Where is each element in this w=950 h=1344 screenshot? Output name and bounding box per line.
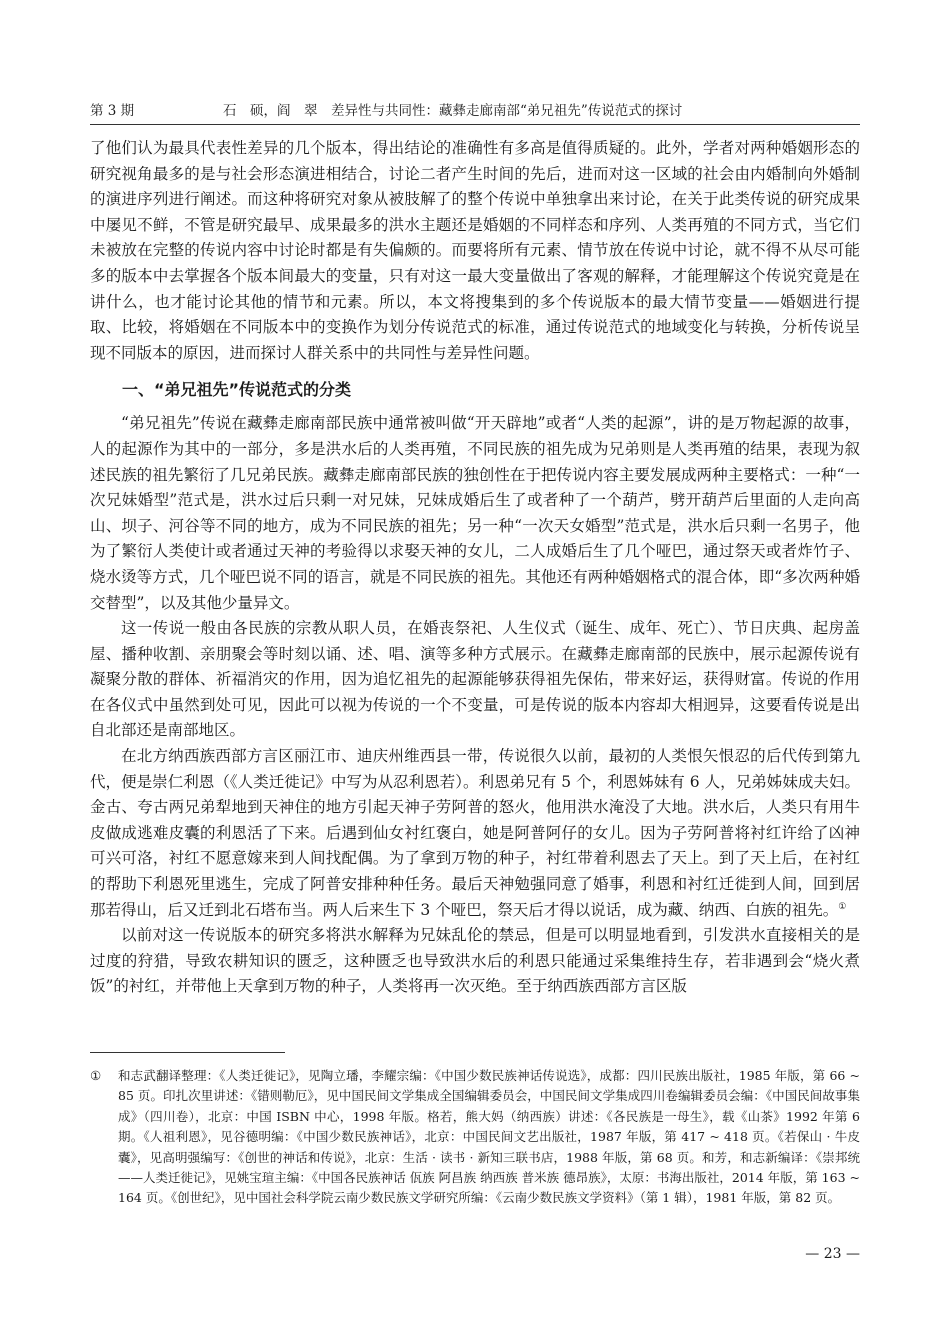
running-header — [90, 100, 860, 122]
section-heading: 一、“弟兄祖先”传说范式的分类 — [122, 380, 352, 400]
paragraph-analysis: 以前对这一传说版本的研究多将洪水解释为兄妹乱伦的禁忌，但是可以明显地看到，引发洪水直接相关的是过度的狩猎，导致农耕知识的匮乏，这种匮乏也导致洪水后的利恩只能通过采集维持生存，若非遇到会“烧火煮饭”的衬红，并带他上天拿到万物的种子，人类将再一次灭绝。至于纳西族西部方言区版 — [90, 926, 860, 996]
page-number: — 23 — — [805, 1246, 860, 1262]
paragraph-legend-overview: “弟兄祖先”传说在藏彝走廊南部民族中通常被叫做“开天辟地”或者“人类的起源”，讲的是万物起源的故事，人的起源作为其中的一部分，多是洪水后的人类再殖，不同民族的祖先成为兄弟则是人类再殖的结果，表现为叙述民族的祖先繁衍了几兄弟民族。藏彝走廊南部民族的独创性在于把传说内容主要发展成两种主要格式：一种“一次兄妹婚型”范式是，洪水过后只剩一对兄妹，兄妹成婚后生了或者种了一个葫芦，劈开葫芦后里面的人走向高山、坝子、河谷等不同的地方，成为不同民族的祖先；另一种“一次天女婚型”范式是，洪水后只剩一名男子，他为了繁衍人类使计或者通过天神的考验得以求娶天神的女儿，二人成婚后生了几个哑巴，通过祭天或者炸竹子、烧水烫等方式，几个哑巴说不同的语言，就是不同民族的祖先。其他还有两种婚姻格式的混合体，即“多次两种婚交替型”，以及其他少量异文。 — [90, 414, 860, 612]
header-rule — [90, 124, 860, 125]
issue-number: 第 3 期 — [90, 103, 135, 119]
footnote-mark: ① — [90, 1068, 102, 1083]
running-title: 石 硕，阎 翠 差异性与共同性：藏彝走廊南部“弟兄祖先”传说范式的探讨 — [223, 103, 683, 119]
paragraph-continued: 了他们认为最具代表性差异的几个版本，得出结论的准确性有多高是值得质疑的。此外，学者对两种婚姻形态的研究视角最多的是与社会形态演进相结合，讨论二者产生时间的先后，进而对这一区域的社会由内婚制向外婚制的演进序列进行阐述。而这种将研究对象从被肢解了的整个传说中单独拿出来讨论，在关于此类传说的研究成果中屡见不鲜，不管是研究最早、成果最多的洪水主题还是婚姻的不同样态和序列、人类再殖的不同方式，当它们未被放在完整的传说内容中讨论时都是有失偏颇的。而要将所有元素、情节放在传说中讨论，就不得不从尽可能多的版本中去掌握各个版本间最大的变量，只有对这一最大变量做出了客观的解释，才能理解这个传说究竟是在讲什么，也才能讨论其他的情节和元素。所以，本文将搜集到的多个传说版本的最大情节变量——婚姻进行提取、比较，将婚姻在不同版本中的变换作为划分传说范式的标准，通过传说范式的地域变化与转换，分析传说呈现不同版本的原因，进而探讨人群关系中的共同性与差异性问题。 — [90, 139, 860, 362]
footnote — [90, 1066, 860, 1209]
paragraph-naxi-version — [90, 744, 860, 923]
paragraph-legend-function: 这一传说一般由各民族的宗教从职人员，在婚丧祭祀、人生仪式（诞生、成年、死亡）、节日庆典、起房盖屋、播种收割、亲朋聚会等时刻以诵、述、唱、演等多种方式展示。在藏彝走廊南部的民族中，展示起源传说有凝聚分散的群体、祈福消灾的作用，因为追忆祖先的起源能够获得祖先保佑，带来好运，获得财富。传说的作用在各仪式中虽然到处可见，因此可以视为传说的一个不变量，可是传说的版本内容却大相迥异，这要看传说是出自北部还是南部地区。 — [90, 619, 860, 740]
paragraph-naxi-text: 在北方纳西族西部方言区丽江市、迪庆州维西县一带，传说很久以前，最初的人类恨矢恨忍的后代传到第九代，便是崇仁利恩（《人类迁徙记》中写为从忍利恩若）。利恩弟兄有 5 个，利恩姊妹有 6 人，兄弟姊妹成夫妇。金古、夸古两兄弟犁地到天神住的地方引起天神子劳阿普的怒火，他用洪水淹没了大地。洪水后，人类只有用牛皮做成逃难皮囊的利恩活了下来。后遇到仙女衬红褒白，她是阿普阿仔的女儿。因为子劳阿普将衬红许给了凶神可兴可洛，衬红不愿意嫁来到人间找配偶。为了拿到万物的种子，衬红带着利恩去了天上。到了天上后，在衬红的帮助下利恩死里逃生，完成了阿普安排种种任务。最后天神勉强同意了婚事，利恩和衬红迁徙到人间，回到居那若得山，后又迁到北石塔布当。两人后来生下 3 个哑巴，祭天后才得以说话，成为藏、纳西、白族的祖先。 — [90, 747, 860, 919]
footnote-text: 和志武翻译整理：《人类迁徙记》，见陶立璠，李耀宗编：《中国少数民族神话传说选》，成都：四川民族出版社，1985 年版，第 66 ~ 85 页。印扎次里讲述：《错则勒厄》，见中国民间文学集成全国编辑委员会，中国民间文学集成四川卷编辑委员会编：《中国民间故事集成》（四川卷），北京：中国 ISBN 中心，1998 年版。格若，熊大妈（纳西族）讲述：《各民族是一母生》，载《山茶》1992 年第 6 期。《人祖利恩》，见谷德明编：《中国少数民族神话》，北京：中国民间文艺出版社，1987 年版，第 417 ~ 418 页。《若保山 · 牛皮囊》，见高明强编写：《创世的神话和传说》，北京：生活 · 读书 · 新知三联书店，1988 年版，第 68 页。和芳，和志新编译：《崇邦统——人类迁徙记》，见姚宝瑄主编：《中国各民族神话 佤族 阿昌族 纳西族 普米族 德昂族》，太原：书海出版社，2014 年版，第 163 ~ 164 页。《创世纪》，见中国社会科学院云南少数民族文学研究所编：《云南少数民族文学资料》（第 1 辑），1981 年版，第 82 页。 — [118, 1068, 860, 1206]
footnote-ref[interactable]: ① — [838, 901, 847, 912]
article-body — [90, 136, 860, 1000]
footnote-rule — [90, 1052, 285, 1053]
